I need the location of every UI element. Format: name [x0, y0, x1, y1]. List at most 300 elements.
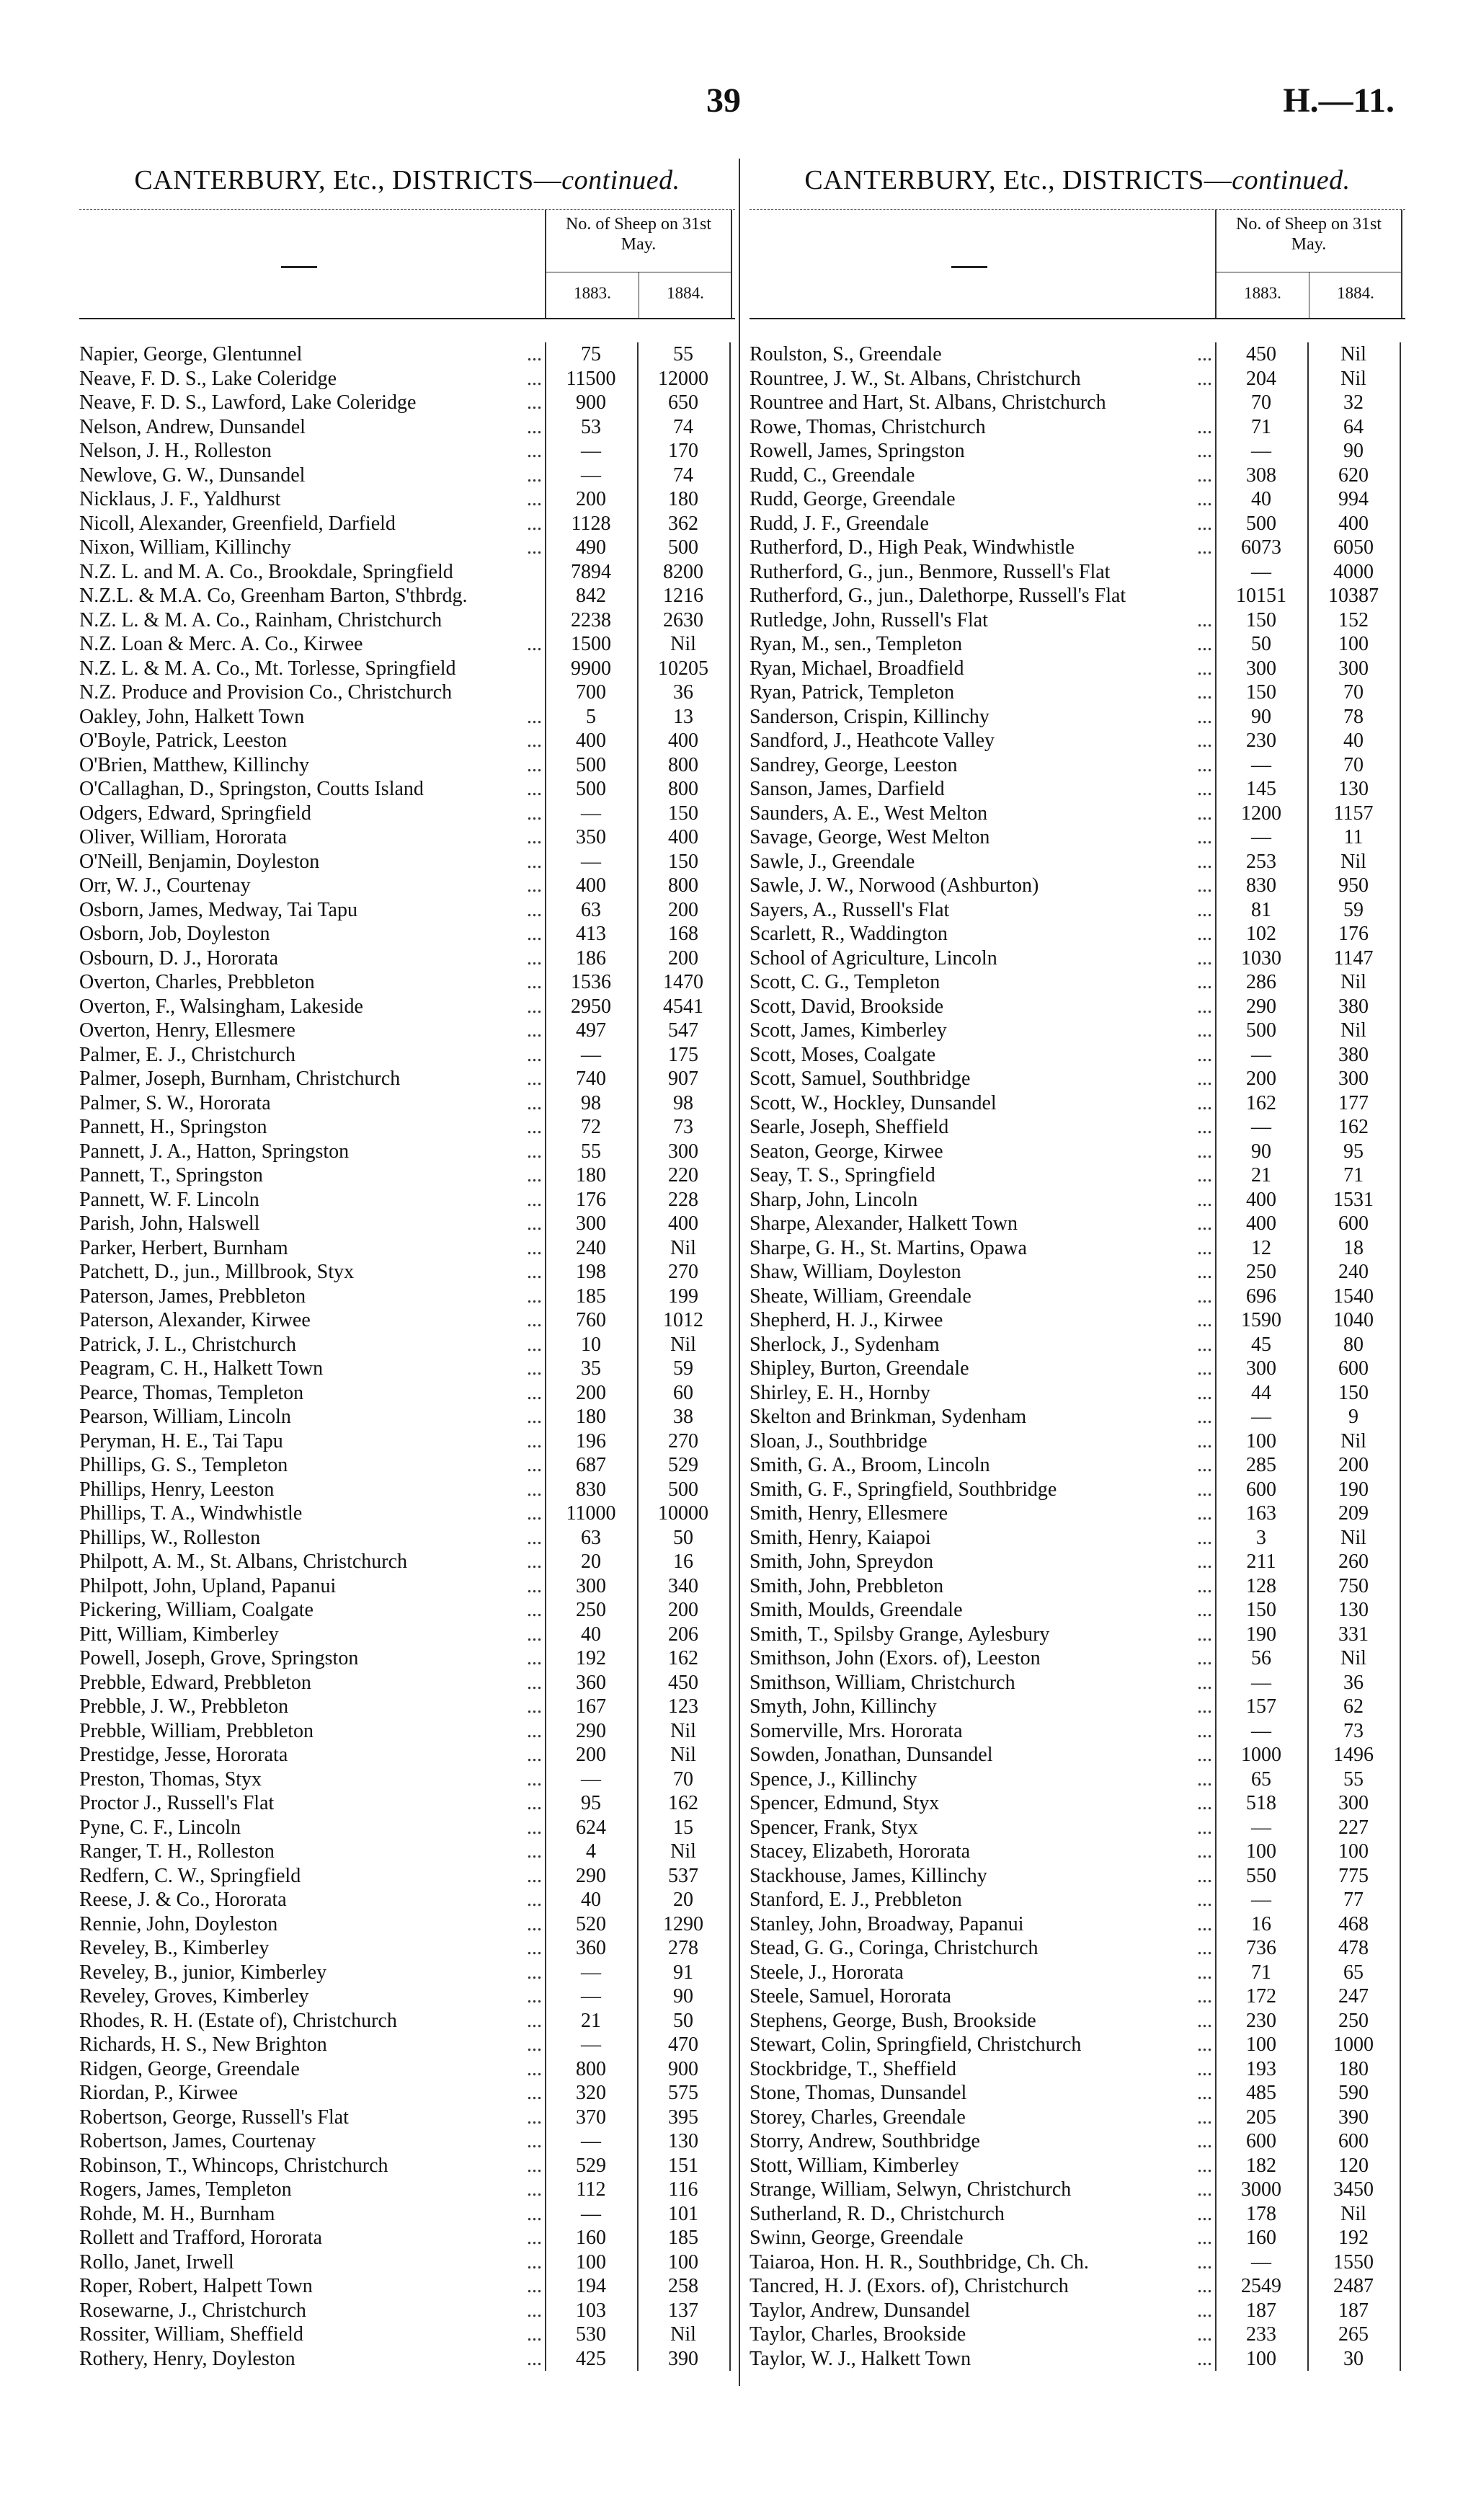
owner-name: Napier, George, Glentunnel: [79, 343, 303, 365]
table-row: [750, 825, 1405, 850]
table-row: [750, 1526, 1405, 1550]
leader-dots: ...: [527, 463, 542, 487]
leader-dots: ...: [1197, 1719, 1212, 1742]
table-row: [79, 1623, 735, 1647]
sheep-1884-cell: 18: [1343, 1236, 1364, 1259]
leader-dots: ...: [527, 2154, 542, 2177]
sheep-1883-cell: 40: [581, 1889, 601, 1911]
sheep-1883-cell: 830: [576, 1478, 606, 1501]
table-row: [750, 2009, 1405, 2033]
leader-dots: ...: [1197, 2009, 1212, 2032]
leader-dots: ...: [1197, 1285, 1212, 1308]
leader-dots: ...: [1197, 971, 1212, 993]
owner-name: Patchett, D., jun., Millbrook, Styx: [79, 1261, 355, 1283]
leader-dots: ...: [1197, 705, 1212, 728]
owner-name: Rollett and Trafford, Hororata: [79, 2227, 322, 2249]
sheep-1883-cell: 45: [1251, 1333, 1271, 1356]
table-row: [79, 1091, 735, 1116]
sheep-1883-cell: —: [581, 802, 601, 825]
owner-name: Smith, Henry, Ellesmere: [750, 1502, 948, 1525]
sheep-1883-cell: 44: [1251, 1381, 1271, 1404]
leader-dots: ...: [527, 440, 542, 462]
leader-dots: ...: [1197, 1019, 1212, 1042]
leader-dots: ...: [1197, 2299, 1212, 2322]
sheep-1883-cell: 230: [1246, 2009, 1276, 2032]
sheep-1883-cell: 20: [581, 1550, 601, 1573]
table-row: [750, 1163, 1405, 1188]
owner-name: Robinson, T., Whincops, Christchurch: [79, 2154, 388, 2177]
sheep-1884-cell: 260: [1338, 1550, 1369, 1573]
owner-name: Sutherland, R. D., Christchurch: [750, 2202, 1005, 2225]
sheep-1883-cell: 550: [1246, 1864, 1276, 1887]
right-column-title: CANTERBURY, Etc., DISTRICTS—continued.: [804, 165, 1351, 195]
sheep-1884-cell: 600: [1338, 2130, 1369, 2152]
sheep-1883-cell: —: [581, 2202, 601, 2225]
leader-dots: ...: [527, 826, 542, 848]
sheep-1884-cell: 55: [673, 343, 693, 365]
sheep-1884-cell: 150: [668, 850, 698, 873]
table-row: [750, 1598, 1405, 1623]
owner-name: Shirley, E. H., Hornby: [750, 1381, 930, 1404]
sheep-1883-cell: 308: [1246, 463, 1276, 487]
table-row: [79, 705, 735, 729]
sheep-1883-cell: 190: [1246, 1623, 1276, 1646]
owner-name: Stewart, Colin, Springfield, Christchurch: [750, 2033, 1082, 2056]
sheep-1883-cell: 842: [576, 585, 606, 607]
sheep-1883-cell: 250: [1246, 1261, 1276, 1283]
owner-name: Rhodes, R. H. (Estate of), Christchurch: [79, 2009, 397, 2032]
table-row: [79, 2081, 735, 2106]
table-row: [79, 1260, 735, 1285]
table-row: [750, 1260, 1405, 1285]
sheep-1883-cell: 167: [576, 1695, 606, 1718]
owner-name: Sharpe, Alexander, Halkett Town: [750, 1212, 1018, 1235]
leader-dots: ...: [527, 2130, 542, 2152]
sheep-1884-cell: 200: [1338, 1454, 1369, 1476]
sheep-1884-cell: 220: [668, 1164, 698, 1186]
owner-name: N.Z. L. & M. A. Co., Mt. Torlesse, Springfield: [79, 657, 456, 680]
owner-name: Osbourn, D. J., Hororata: [79, 946, 279, 970]
table-row: [79, 1043, 735, 1068]
sheep-1883-cell: 290: [1246, 995, 1276, 1018]
sheep-1884-cell: Nil: [1340, 367, 1366, 390]
sheep-1883-cell: 400: [576, 874, 606, 897]
sheep-1883-cell: 150: [1246, 608, 1276, 631]
sheep-1884-cell: 1470: [663, 971, 703, 993]
owner-name: Patrick, J. L., Christchurch: [79, 1333, 296, 1356]
table-row: [750, 1961, 1405, 1985]
sheep-1884-cell: 390: [668, 2347, 698, 2370]
table-row: [79, 1453, 735, 1478]
sheep-1884-cell: 20: [673, 1889, 693, 1911]
table-row: [79, 1381, 735, 1406]
leader-dots: ...: [527, 946, 542, 970]
sheep-1884-cell: 1157: [1333, 802, 1374, 825]
table-row: [79, 632, 735, 657]
sheep-1884-cell: 800: [668, 874, 698, 897]
leader-dots: ...: [1197, 1647, 1212, 1669]
sheep-1884-cell: 907: [668, 1068, 698, 1090]
owner-name: Rountree, J. W., St. Albans, Christchurch: [750, 367, 1081, 390]
owner-name: Peryman, H. E., Tai Tapu: [79, 1429, 283, 1452]
sheep-1884-cell: 95: [1343, 1140, 1364, 1163]
sheep-1883-cell: 830: [1246, 874, 1276, 897]
sheep-1884-cell: 180: [1338, 2057, 1369, 2080]
owner-name: Orr, W. J., Courtenay: [79, 874, 251, 897]
leader-dots: ...: [1197, 1068, 1212, 1090]
table-row: [750, 1984, 1405, 2009]
leader-dots: ...: [1197, 1744, 1212, 1766]
sheep-1884-cell: 180: [668, 488, 698, 510]
leader-dots: ...: [527, 850, 542, 873]
leader-dots: ...: [1197, 1623, 1212, 1646]
sheep-1884-cell: 390: [1338, 2106, 1369, 2129]
sheep-1884-cell: 62: [1343, 1695, 1364, 1718]
sheep-1884-cell: 151: [668, 2154, 698, 2177]
sheep-1883-cell: 500: [576, 778, 606, 800]
sheep-1884-cell: 70: [1343, 753, 1364, 776]
owner-name: Saunders, A. E., West Melton: [750, 802, 988, 825]
sheep-1884-cell: 50: [673, 1526, 693, 1549]
owner-name: Spence, J., Killinchy: [750, 1767, 917, 1791]
leader-dots: ...: [1197, 633, 1212, 655]
leader-dots: ...: [527, 1889, 542, 1911]
leader-dots: ...: [527, 753, 542, 776]
owner-name: Paterson, James, Prebbleton: [79, 1285, 306, 1308]
owner-name: Smith, John, Prebbleton: [750, 1574, 944, 1597]
owner-name: Reese, J. & Co., Hororata: [79, 1889, 287, 1911]
sheep-1884-cell: 1147: [1333, 946, 1374, 970]
table-row: [79, 970, 735, 995]
leader-dots: ...: [1197, 1429, 1212, 1452]
table-row: [79, 2178, 735, 2202]
table-row: [79, 2202, 735, 2227]
sheep-1884-cell: 600: [1338, 1357, 1369, 1380]
sheep-1884-cell: 116: [668, 2178, 698, 2201]
leader-dots: ...: [1197, 1091, 1212, 1114]
leader-dots: ...: [527, 1140, 542, 1163]
table-row: [750, 1236, 1405, 1261]
header-dash: [281, 266, 317, 268]
leader-dots: ...: [1197, 2227, 1212, 2249]
sheep-1884-cell: 270: [668, 1261, 698, 1283]
table-row: [79, 1212, 735, 1236]
sheep-1884-cell: 65: [1343, 1961, 1364, 1984]
owner-name: N.Z. L. and M. A. Co., Brookdale, Springfield: [79, 560, 453, 583]
leader-dots: ...: [1197, 2154, 1212, 2177]
sheep-1884-cell: 162: [668, 1792, 698, 1814]
leader-dots: ...: [1197, 1550, 1212, 1573]
sheep-1883-cell: 7894: [571, 560, 611, 583]
header-dash: [951, 266, 987, 268]
leader-dots: ...: [1197, 1937, 1212, 1959]
leader-dots: ...: [527, 1695, 542, 1718]
owner-name: Rossiter, William, Sheffield: [79, 2323, 303, 2346]
table-row: [750, 1791, 1405, 1816]
table-row: [750, 1091, 1405, 1116]
leader-dots: ...: [1197, 1526, 1212, 1549]
sheep-1884-cell: 162: [1338, 1116, 1369, 1138]
sheep-1884-cell: 590: [1338, 2082, 1369, 2104]
leader-dots: ...: [1197, 1840, 1212, 1863]
sheep-1884-cell: 60: [673, 1381, 693, 1404]
leader-dots: ...: [1197, 1309, 1212, 1331]
sheep-1884-cell: Nil: [670, 1236, 696, 1259]
owner-name: Prestidge, Jesse, Hororata: [79, 1744, 288, 1766]
owner-name: Smith, G. A., Broom, Lincoln: [750, 1454, 990, 1476]
owner-name: Oakley, John, Halkett Town: [79, 705, 305, 728]
owner-name: Reveley, B., junior, Kimberley: [79, 1961, 327, 1984]
owner-name: Steele, J., Hororata: [750, 1961, 904, 1984]
sheep-1883-cell: 250: [576, 1599, 606, 1621]
table-row: [79, 1840, 735, 1864]
sheep-1883-cell: 736: [1246, 1937, 1276, 1959]
sheep-1883-cell: 520: [576, 1912, 606, 1935]
table-row: [79, 2129, 735, 2154]
owner-name: Rutledge, John, Russell's Flat: [750, 608, 988, 631]
table-row: [750, 439, 1405, 463]
sheep-1883-cell: 400: [576, 729, 606, 752]
table-row: [750, 874, 1405, 898]
table-row: [750, 1067, 1405, 1091]
leader-dots: ...: [527, 1574, 542, 1597]
table-row: [79, 2009, 735, 2033]
leader-dots: ...: [1197, 1212, 1212, 1235]
sheep-1884-cell: 2630: [663, 608, 703, 631]
sheep-1884-cell: 380: [1338, 1043, 1369, 1066]
owner-name: Stanford, E. J., Prebbleton: [750, 1889, 962, 1911]
sheep-1884-cell: 620: [1338, 463, 1369, 487]
table-row: [79, 825, 735, 850]
owner-name: Swinn, George, Greendale: [750, 2227, 964, 2249]
owner-name: Proctor J., Russell's Flat: [79, 1792, 275, 1814]
table-row: [79, 802, 735, 826]
table-row: [750, 463, 1405, 488]
sheep-1884-cell: 1040: [1333, 1309, 1374, 1331]
owner-name: Scott, W., Hockley, Dunsandel: [750, 1091, 997, 1114]
table-row: [750, 1188, 1405, 1212]
sheep-1883-cell: 81: [1251, 898, 1271, 921]
sheep-1883-cell: 500: [576, 753, 606, 776]
owner-name: Rennie, John, Doyleston: [79, 1912, 278, 1935]
table-row: [79, 2299, 735, 2323]
owner-name: Philpott, A. M., St. Albans, Christchurch: [79, 1550, 408, 1573]
table-row: [750, 1140, 1405, 1164]
owner-name: Scarlett, R., Waddington: [750, 923, 948, 945]
owner-name: Pyne, C. F., Lincoln: [79, 1816, 241, 1839]
table-row: [750, 1501, 1405, 1526]
sheep-1884-cell: 300: [1338, 1792, 1369, 1814]
owner-name: Richards, H. S., New Brighton: [79, 2033, 327, 2056]
sheep-1884-cell: 1290: [663, 1912, 703, 1935]
table-row: [79, 1115, 735, 1140]
sheep-1884-cell: 750: [1338, 1574, 1369, 1597]
sheep-1884-cell: 6050: [1333, 536, 1374, 559]
sheep-1883-cell: 497: [576, 1019, 606, 1042]
owner-name: O'Brien, Matthew, Killinchy: [79, 753, 309, 776]
sheep-1884-cell: 300: [668, 1140, 698, 1163]
owner-name: School of Agriculture, Lincoln: [750, 946, 997, 970]
sheep-1883-cell: 518: [1246, 1792, 1276, 1814]
sheep-1884-cell: 470: [668, 2033, 698, 2056]
sheep-1883-cell: 100: [1246, 2033, 1276, 2056]
sheep-1884-cell: 192: [1338, 2227, 1369, 2249]
sheep-1884-cell: 278: [668, 1937, 698, 1959]
sheep-1883-cell: 163: [1246, 1502, 1276, 1525]
owner-name: Pickering, William, Coalgate: [79, 1599, 313, 1621]
owner-name: Scott, Samuel, Southbridge: [750, 1068, 971, 1090]
sheep-1883-cell: 150: [1246, 681, 1276, 704]
owner-name: Sawle, J., Greendale: [750, 850, 915, 873]
owner-name: Rudd, C., Greendale: [750, 463, 915, 487]
owner-name: Rollo, Janet, Irwell: [79, 2250, 234, 2273]
sheep-1883-cell: 103: [576, 2299, 606, 2322]
sheep-1883-cell: 530: [576, 2323, 606, 2346]
sheep-1883-cell: 72: [581, 1116, 601, 1138]
sheep-1883-cell: 700: [576, 681, 606, 704]
leader-dots: ...: [1197, 2106, 1212, 2129]
owner-name: Pearce, Thomas, Templeton: [79, 1381, 304, 1404]
owner-name: Nelson, J. H., Rolleston: [79, 440, 272, 462]
sheep-1884-cell: 137: [668, 2299, 698, 2322]
owner-name: Philpott, John, Upland, Papanui: [79, 1574, 337, 1597]
table-row: [79, 536, 735, 560]
sheep-1884-cell: 175: [668, 1043, 698, 1066]
leader-dots: ...: [527, 1429, 542, 1452]
sheep-1883-cell: 6073: [1241, 536, 1281, 559]
sheep-1883-cell: 360: [576, 1937, 606, 1959]
sheep-1884-cell: 800: [668, 778, 698, 800]
table-row: [750, 1405, 1405, 1429]
owner-name: Nicoll, Alexander, Greenfield, Darfield: [79, 512, 396, 535]
owner-name: Rowe, Thomas, Christchurch: [750, 415, 986, 438]
leader-dots: ...: [1197, 2275, 1212, 2297]
leader-dots: ...: [527, 2227, 542, 2249]
owner-name: Riordan, P., Kirwee: [79, 2082, 239, 2104]
owner-name: Neave, F. D. S., Lake Coleridge: [79, 367, 337, 390]
leader-dots: ...: [1197, 2250, 1212, 2273]
sheep-1884-cell: 100: [668, 2250, 698, 2273]
table-row: [750, 995, 1405, 1019]
sheep-1884-cell: Nil: [670, 633, 696, 655]
sheep-1884-cell: 176: [1338, 923, 1369, 945]
table-row: [750, 729, 1405, 753]
leader-dots: ...: [1197, 898, 1212, 921]
table-row: [750, 2250, 1405, 2275]
leader-dots: ...: [527, 391, 542, 414]
sheep-1883-cell: 145: [1246, 778, 1276, 800]
sheep-1883-cell: 5: [586, 705, 596, 728]
sheep-1884-cell: 4541: [663, 995, 703, 1018]
owner-name: Rogers, James, Templeton: [79, 2178, 292, 2201]
sheep-1883-cell: 2549: [1241, 2275, 1281, 2297]
sheep-1883-cell: 400: [1246, 1212, 1276, 1235]
table-row: [750, 1671, 1405, 1695]
owner-name: Smith, G. F., Springfield, Southbridge: [750, 1478, 1057, 1501]
sheep-1883-cell: 100: [1246, 2347, 1276, 2370]
sheep-1884-cell: 450: [668, 1671, 698, 1694]
sheep-1883-cell: 204: [1246, 367, 1276, 390]
table-row: [79, 1550, 735, 1574]
owner-name: Savage, George, West Melton: [750, 826, 990, 848]
leader-dots: ...: [527, 2250, 542, 2273]
owner-name: O'Neill, Benjamin, Doyleston: [79, 850, 320, 873]
owner-name: Scott, James, Kimberley: [750, 1019, 947, 1042]
table-row: [750, 2129, 1405, 2154]
table-row: [79, 1598, 735, 1623]
sheep-1884-cell: 59: [673, 1357, 693, 1380]
sheep-1883-cell: 425: [576, 2347, 606, 2370]
leader-dots: ...: [527, 1767, 542, 1791]
leader-dots: ...: [1197, 923, 1212, 945]
owner-name: Reveley, Groves, Kimberley: [79, 1985, 309, 2007]
owner-name: Phillips, G. S., Templeton: [79, 1454, 288, 1476]
owner-name: Taylor, Charles, Brookside: [750, 2323, 966, 2346]
leader-dots: ...: [1197, 874, 1212, 897]
sheep-1883-cell: 90: [1251, 705, 1271, 728]
left-table-body: [79, 342, 735, 2371]
table-row: [79, 729, 735, 753]
leader-dots: ...: [1197, 778, 1212, 800]
table-row: [79, 1308, 735, 1333]
owner-name: Ryan, Patrick, Templeton: [750, 681, 955, 704]
owner-name: Pannett, W. F. Lincoln: [79, 1188, 259, 1211]
sheep-1883-cell: —: [581, 463, 601, 487]
table-row: [79, 1791, 735, 1816]
leader-dots: ...: [1197, 1236, 1212, 1259]
table-row: [750, 1912, 1405, 1937]
sheep-1884-cell: 529: [668, 1454, 698, 1476]
owner-name: Paterson, Alexander, Kirwee: [79, 1309, 311, 1331]
sheep-1884-cell: 71: [1343, 1164, 1364, 1186]
sheep-1883-cell: 70: [1251, 391, 1271, 414]
sheep-1883-cell: 1536: [571, 971, 611, 993]
page-reference: H.—11.: [1283, 81, 1395, 120]
sheep-1884-cell: 90: [673, 1985, 693, 2007]
table-row: [750, 584, 1405, 608]
sheep-1883-cell: 180: [576, 1406, 606, 1428]
sheep-1884-cell: 10387: [1328, 585, 1379, 607]
sheep-1883-cell: 21: [1251, 1164, 1271, 1186]
left-table-header: [79, 209, 735, 319]
owner-name: Overton, F., Walsingham, Lakeside: [79, 995, 363, 1018]
sheep-1883-cell: 200: [576, 488, 606, 510]
owner-name: Taylor, W. J., Halkett Town: [750, 2347, 971, 2370]
table-row: [79, 1719, 735, 1744]
sheep-1884-cell: 64: [1343, 415, 1364, 438]
sheep-1884-cell: 478: [1338, 1937, 1369, 1959]
sheep-1883-cell: 65: [1251, 1767, 1271, 1791]
table-row: [750, 2347, 1405, 2372]
owner-name: Stacey, Elizabeth, Hororata: [750, 1840, 971, 1863]
table-row: [750, 1743, 1405, 1767]
sheep-1883-cell: —: [581, 850, 601, 873]
sheep-1883-cell: 370: [576, 2106, 606, 2129]
table-row: [79, 439, 735, 463]
leader-dots: ...: [1197, 2130, 1212, 2152]
leader-dots: ...: [527, 778, 542, 800]
owner-name: Roulston, S., Greendale: [750, 343, 942, 365]
sheep-1883-cell: —: [581, 1767, 601, 1791]
leader-dots: ...: [1197, 415, 1212, 438]
sheep-1884-cell: Nil: [1340, 850, 1366, 873]
leader-dots: ...: [527, 1406, 542, 1428]
sheep-1884-cell: 8200: [663, 560, 703, 583]
table-row: [79, 777, 735, 802]
sheep-1884-cell: 40: [1343, 729, 1364, 752]
leader-dots: ...: [1197, 1864, 1212, 1887]
table-row: [750, 1574, 1405, 1599]
